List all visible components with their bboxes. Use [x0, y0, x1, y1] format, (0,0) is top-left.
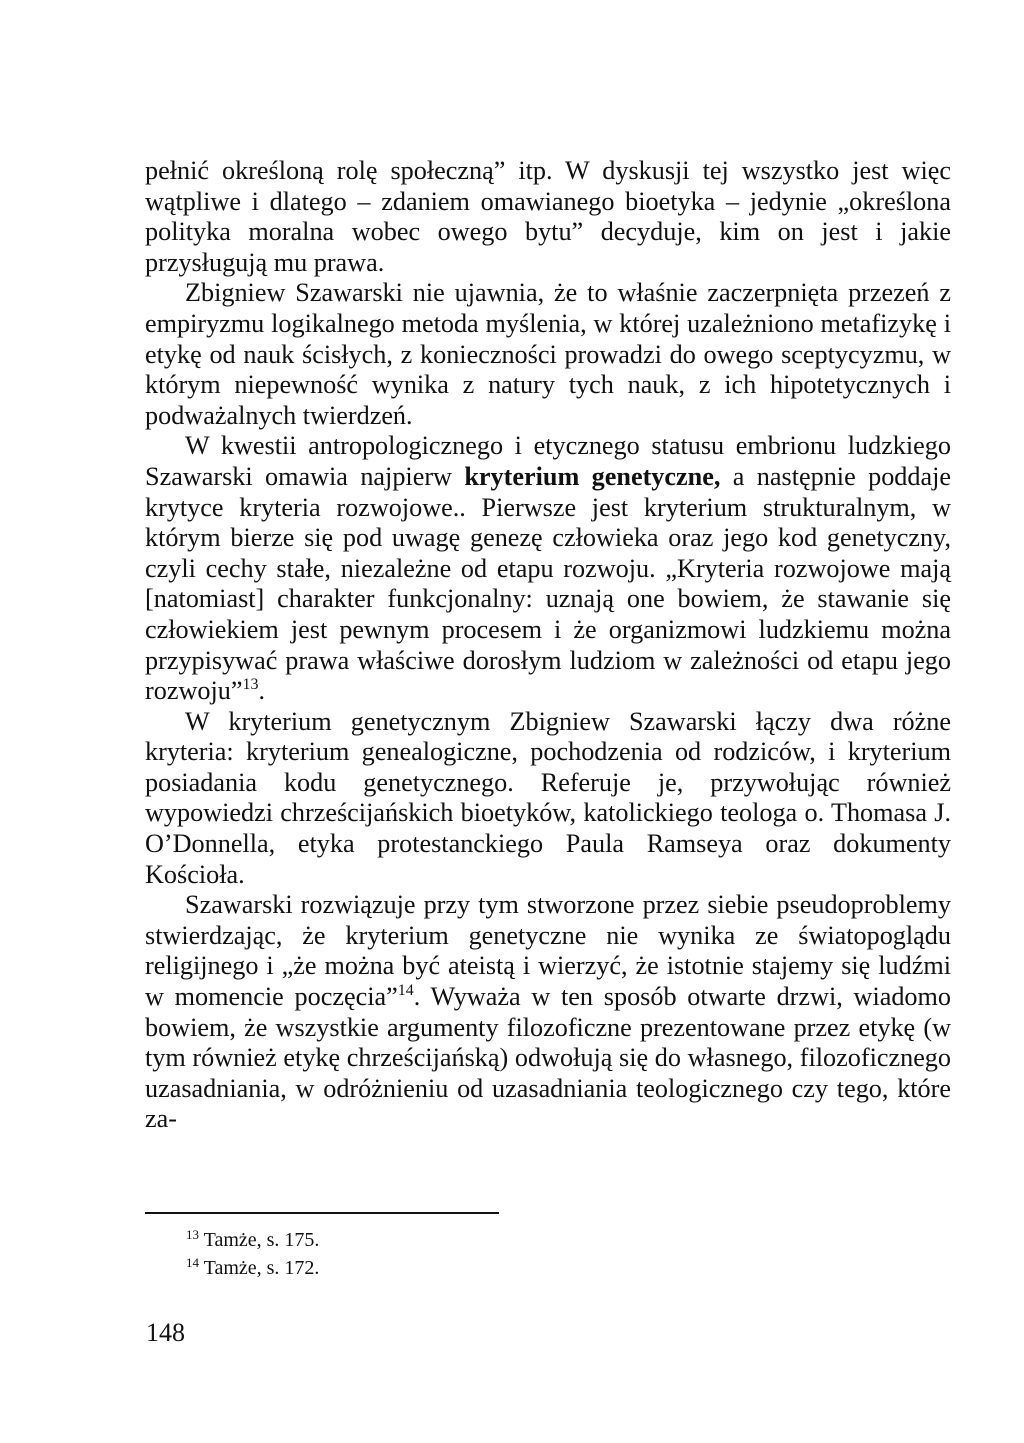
page-number: 148: [146, 1318, 185, 1347]
paragraph-1: pełnić określoną rolę społeczną” itp. W dyskusji tej wszystko jest więc wątpliwe i dlatego – zdaniem omawianego bioetyka – jedynie „określona polityka moralna wobec owego bytu” decyduje, kim on jest i jakie przysługują mu prawa.: [145, 156, 951, 277]
footnote-13: $^{13}$ Tamże, s. 175.: [186, 1227, 320, 1251]
footnote-ref-14[interactable]: 14: [397, 982, 414, 1000]
footnote-divider: [145, 1212, 499, 1214]
footnote-14: $^{14}$ Tamże, s. 172.: [186, 1255, 320, 1279]
paragraph-2: Zbigniew Szawarski nie ujawnia, że to właśnie zaczerpnięta przezeń z empiryzmu logikalnego metoda myślenia, w której uzależniono metafizykę i etykę od nauk ścisłych, z konieczności prowadzi do owego sceptycyzmu, w którym niepewność wynika z natury tych nauk, z ich hipotetycznych i podważalnych twierdzeń.: [145, 278, 951, 430]
paragraph-3: W kwestii antropologicznego i etycznego statusu embrionu ludzkiego Szawarski omawia najpierw kryterium genetyczne, a następnie poddaje krytyce kryteria rozwojowe.. Pierwsze jest kryterium strukturalnym, w którym bierze się pod uwagę genezę człowieka oraz jego kod genetyczny, czyli cechy stałe, niezależne od etapu rozwoju. „Kryteria rozwojowe mają [natomiast] charakter funkcjonalny: uznają one bowiem, że stawanie się człowiekiem jest pewnym procesem i że organizmowi ludzkiemu można przypisywać prawa właściwe dorosłym ludziom w zależności od etapu jego rozwoju”$^{13}$.: [145, 431, 951, 706]
footnotes: [186, 1226, 319, 1282]
footnote-ref-13[interactable]: 13: [242, 676, 259, 694]
paragraph-5: Szawarski rozwiązuje przy tym stworzone przez siebie pseudoproblemy stwierdzając, że kryterium genetyczne nie wynika ze światopoglądu religijnego i „że można być ateistą i wierzyć, że istotnie stajemy się ludźmi w momencie poczęcia”$^{14}$. Wyważa w ten sposób otwarte drzwi, wiadomo bowiem, że wszystkie argumenty filozoficzne prezentowane przez etykę (w tym również etykę chrześcijańską) odwołują się do własnego, filozoficznego uzasadniania, w odróżnieniu od uzasadniania teologicznego czy tego, które za-: [145, 890, 951, 1134]
bold-term: kryterium genetyczne,: [464, 461, 721, 491]
paragraph-4: W kryterium genetycznym Zbigniew Szawarski łączy dwa różne kryteria: kryterium genealogiczne, pochodzenia od rodziców, i kryterium posiadania kodu genetycznego. Referuje je, przywołując również wypowiedzi chrześcijańskich bioetyków, katolickiego teologa o. Thomasa J. O’Donnella, etyka protestanckiego Paula Ramseya oraz dokumenty Kościoła.: [145, 706, 951, 889]
body-text: [145, 156, 951, 1135]
